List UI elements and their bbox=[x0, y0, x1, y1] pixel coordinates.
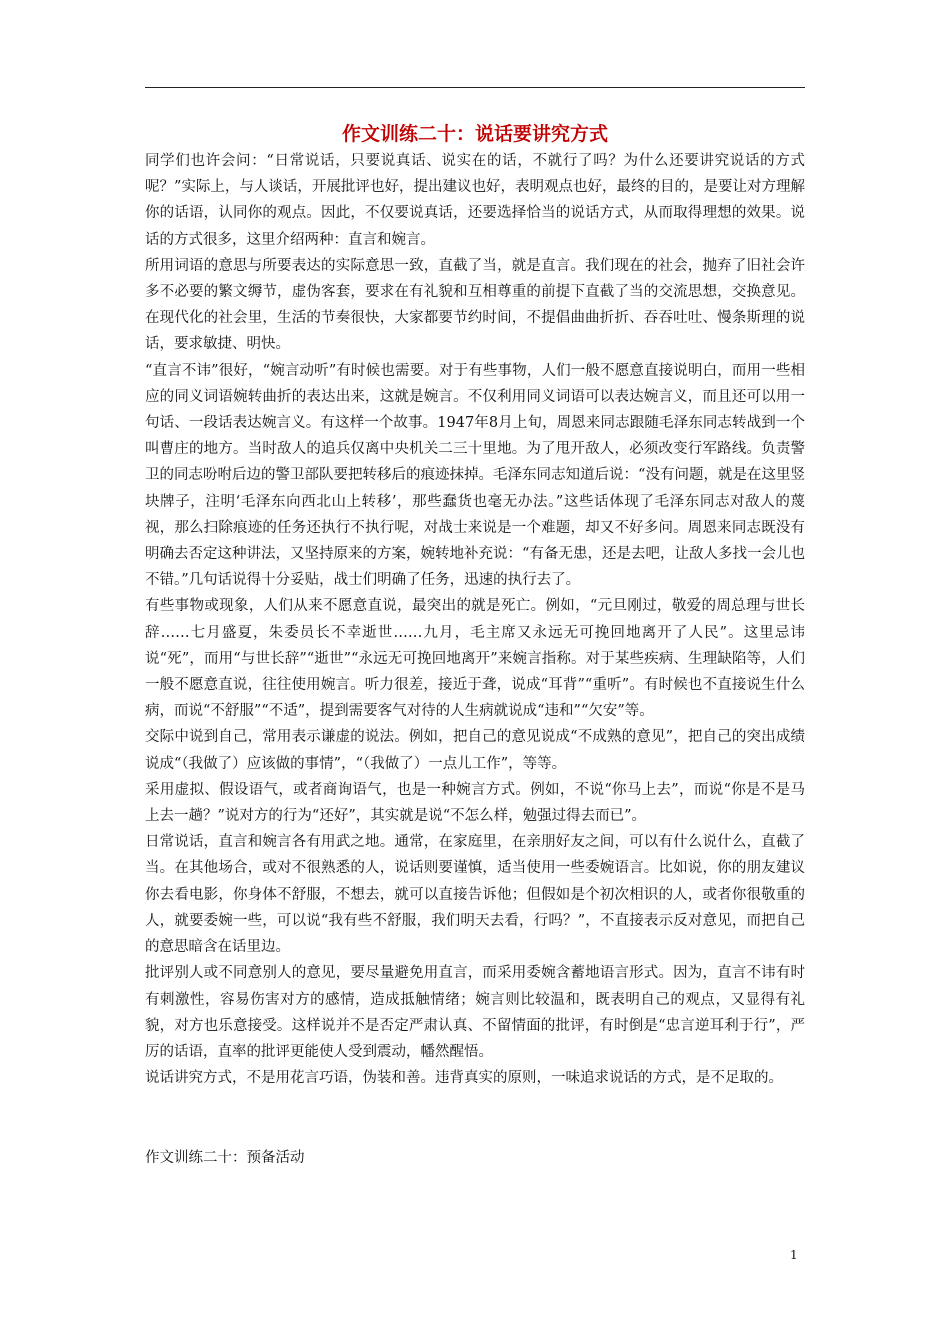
header-rule bbox=[145, 87, 805, 88]
paragraph-4: 有些事物或现象，人们从来不愿意直说，最突出的就是死亡。例如，“元旦刚过，敬爱的周总理与世长辞……七月盛夏，朱委员长不幸逝世……九月，毛主席又永远无可挽回地离开了人民”。这里忌讳说“死”，而用“与世长辞”“逝世”“永远无可挽回地离开”来婉言指称。对于某些疾病、生理缺陷等，人们一般不愿意直说，往往使用婉言。听力很差，接近于聋，说成“耳背”“重听”。有时候也不直接说生什么病，而说“不舒服”“不适”，提到需要客气对待的人生病就说成“违和”“欠安”等。 bbox=[145, 598, 805, 720]
paragraph-5: 交际中说到自己，常用表示谦虚的说法。例如，把自己的意见说成“不成熟的意见”，把自己的突出成绩说成“（我做了）应该做的事情”，“（我做了）一点儿工作”，等等。 bbox=[145, 729, 805, 772]
paragraph-9: 说话讲究方式，不是用花言巧语，伪装和善。违背真实的原则，一味追求说话的方式，是不足取的。 bbox=[145, 1070, 783, 1087]
paragraph-7: 日常说话，直言和婉言各有用武之地。通常，在家庭里，在亲朋好友之间，可以有什么说什么，直截了当。在其他场合，或对不很熟悉的人，说话则要谨慎，适当使用一些委婉语言。比如说，你的朋友建议你去看电影，你身体不舒服，不想去，就可以直接告诉他；但假如是个初次相识的人，或者你很敬重的人，就要委婉一些，可以说“我有些不舒服，我们明天去看，行吗？”，不直接表示反对意见，而把自己的意思暗含在话里边。 bbox=[145, 834, 805, 956]
page-title: 作文训练二十：说话要讲究方式 bbox=[341, 123, 608, 145]
page-number: 1 bbox=[790, 1248, 798, 1262]
paragraph-3: “直言不讳”很好，“婉言动听”有时候也需要。对于有些事物，人们一般不愿意直接说明白，而用一些相应的同义词语婉转曲折的表达出来，这就是婉言。不仅利用同义词语可以表达婉言义，而且还可以用一句话、一段话表达婉言义。有这样一个故事。1947年8月上旬，周恩来同志跟随毛泽东同志转战到一个叫曹庄的地方。当时敌人的追兵仅离中央机关二三十里地。为了甩开敌人，必须改变行军路线。负责警卫的同志吩咐后边的警卫部队要把转移后的痕迹抹掉。毛泽东同志知道后说：“没有问题，就是在这里竖块牌子，注明‘毛泽东向西北山上转移’，那些蠢货也毫无办法。”这些话体现了毛泽东同志对敌人的蔑视，那么扫除痕迹的任务还执行不执行呢，对战士来说是一个难题，却又不好多问。周恩来同志既没有明确去否定这种讲法，又坚持原来的方案，婉转地补充说：“有备无患，还是去吧，让敌人多找一会儿也不错。”几句话说得十分妥贴，战士们明确了任务，迅速的执行去了。 bbox=[145, 362, 805, 589]
article-body bbox=[145, 148, 805, 1091]
paragraph-8: 批评别人或不同意别人的意见，要尽量避免用直言，而采用委婉含蓄地语言形式。因为，直言不讳有时有刺激性，容易伤害对方的感情，造成抵触情绪；婉言则比较温和，既表明自己的观点，又显得有礼貌，对方也乐意接受。这样说并不是否定严肃认真、不留情面的批评，有时倒是“忠言逆耳利于行”，严厉的话语，直率的批评更能使人受到震动，幡然醒悟。 bbox=[145, 965, 805, 1060]
paragraph-2: 所用词语的意思与所要表达的实际意思一致，直截了当，就是直言。我们现在的社会，抛弃了旧社会许多不必要的繁文缛节，虚伪客套，要求在有礼貌和互相尊重的前提下直截了当的交流思想，交换意见。在现代化的社会里，生活的节奏很快，大家都要节约时间，不提倡曲曲折折、吞吞吐吐、慢条斯理的说话，要求敏捷、明快。 bbox=[145, 257, 805, 353]
paragraph-6: 采用虚拟、假设语气，或者商询语气，也是一种婉言方式。例如，不说“你马上去”，而说“你是不是马上去一趟？”说对方的行为“还好”，其实就是说“不怎么样，勉强过得去而已”。 bbox=[145, 781, 805, 825]
next-section-heading: 作文训练二十：预备活动 bbox=[145, 1150, 305, 1166]
paragraph-1: 同学们也许会问：“日常说话，只要说真话、说实在的话，不就行了吗？为什么还要讲究说话的方式呢？”实际上，与人谈话，开展批评也好，提出建议也好，表明观点也好，最终的目的，是要让对方理解你的话语，认同你的观点。因此，不仅要说真话，还要选择恰当的说话方式，从而取得理想的效果。说话的方式很多，这里介绍两种：直言和婉言。 bbox=[145, 153, 805, 248]
